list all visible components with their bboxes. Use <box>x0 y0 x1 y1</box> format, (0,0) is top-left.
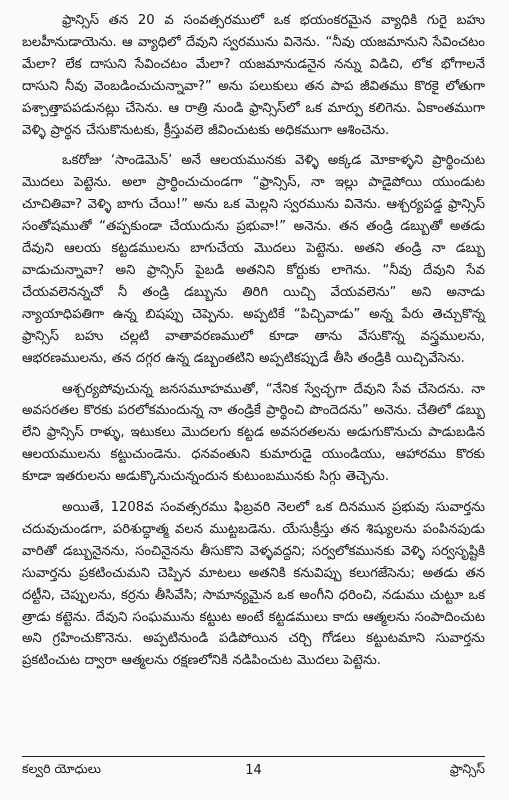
document-body <box>22 10 485 672</box>
page-footer <box>22 756 485 783</box>
paragraph: ఒకరోజు ‘సాండెమెన్’ అనే ఆలయమునకు వెళ్ళి అక్కడ మోకాళ్ళని ప్రార్థించుట మొదలు పెట్టెను. అలా ప్రార్థించుచుండగా “ఫ్రాన్సిస్, నా ఇల్లు పాడైపోయి యుండుట చూచితివా? వెళ్ళి బాగు చేయి!” అను ఒక మెల్లని స్వరమును వినెను. ఆశ్చర్యపడ్డ ఫ్రాన్సిస్ సంతోషముతో “తప్పకుండా చేయుదును ప్రభువా!” అనెను. తన తండ్రి డబ్బుతో అతడు దేవుని ఆలయ కట్టడములను బాగుచేయ మొదలు పెట్టెను. అతని తండ్రి నా డబ్బు వాడుచున్నావా? అని ఫ్రాన్సిస్ పైబడి అతనిని కోర్టుకు లాగెను. “నీవు దేవుని సేవ చేయవలెనన్నచో నీ తండ్రి డబ్బును తిరిగి యిచ్చి వేయవలెను” అని అనాడు న్యాయాధిపతిగా ఉన్న బిషప్పు చెప్పెను. అప్పటికే “పిచ్చివాడు” అన్న పేరు తెచ్చుకొన్న ఫ్రాన్సిస్ బహు చల్లటి వాతావరణములో కూడా తాను వేసుకొన్న వస్త్రములను, ఆభరణములను, తన దగ్గర ఉన్న డబ్బంతటిని అప్పటికప్పుడే తీసి తండ్రికి యిచ్చివేసెను. <box>22 153 485 366</box>
page-number: 14 <box>245 762 262 778</box>
paragraph: ఫ్రాన్సిస్ తన 20 వ సంవత్సరములో ఒక భయంకరమైన వ్యాధికి గురై బహు బలహీనుడాయెను. ఆ వ్యాధిలో దేవుని స్వరమును వినెను. “నీవు యజమానుని సేవించటం మేలా? లేక దాసుని సేవించటం మేలా? యజమానుడనైన నన్ను విడిచి, లోక భోగాలనే దాసుని నీవు వెంబడించుచున్నావా?” అను పలుకులు తన పాప జీవితము కొరకై లోతుగా పశ్చాత్తాపపడునట్లు చేసెను. ఆ రాత్రి నుండి ఫ్రాన్సిస్‌లో ఒక మార్పు కలిగెను. ఏకాంతముగా వెళ్ళి ప్రార్థన చేసుకొనుటకు, క్రీస్తువలె జీవించుటకు అధికముగా ఆశించెను. <box>22 13 485 138</box>
paragraph: అయితే, 1208వ సంవత్సరము ఫిబ్రవరి నెలలో ఒక దినమున ప్రభువు సువార్తను చదువుచుండగా, పరిశుద్ధాత్మ వలన ముట్టబడెను. యేసుక్రీస్తు తన శిష్యులను పంపినపుడు వారితో డబ్బునైనను, సంచినైనను తీసుకొని వెళ్ళవద్దని; సర్వలోకమునకు వెళ్ళి సర్వసృష్టికి సువార్తను ప్రకటించుమని చెప్పిన మాటలు అతనికి కనువిప్పు కలుగజేసెను; అతడు తన దట్టీని, చెప్పులను, కర్రను తీసివేసి; సామాన్యమైన ఒక అంగీని ధరించి, నడుము చుట్టూ ఒక త్రాడు కట్టెను. దేవుని సంఘమును కట్టుట అంటే కట్టడములు కాదు ఆత్మలను సంపాదించుట అని గ్రహించుకొనెను. అప్పటినుండి పడిపోయిన చర్చి గోడలు కట్టుటమాని సువార్తను ప్రకటించుట ద్వారా ఆత్మలను రక్షణలోనికి నడిపించుట మొదలు పెట్టెను. <box>22 500 485 669</box>
book-title: కల్వరి యోధులు <box>22 760 101 776</box>
paragraph: ఆశ్చర్యపోవుచున్న జనసమూహముతో, “నేనిక స్వేచ్ఛగా దేవుని సేవ చేసెదను. నా అవసరతల కొరకు పరలోకమందున్న నా తండ్రికే ప్రార్థించి పొందెదను” అనెను. చేతిలో డబ్బు లేని ఫ్రాన్సిస్ రాళ్ళు, ఇటుకలు మొదలగు కట్టడ అవసరతలను అడుగుకొనుచు పాడుబడిన ఆలయములను కట్టుచుండెను. ధనవంతుని కుమారుడై యుండియు, ఆహారము కొరకు కూడా ఇతరులను అడుక్కొనుచున్నందున కుటుంబమునకు సిగ్గు తెచ్చెను. <box>22 381 485 485</box>
chapter-title: ఫ్రాన్సిస్ <box>449 760 485 776</box>
